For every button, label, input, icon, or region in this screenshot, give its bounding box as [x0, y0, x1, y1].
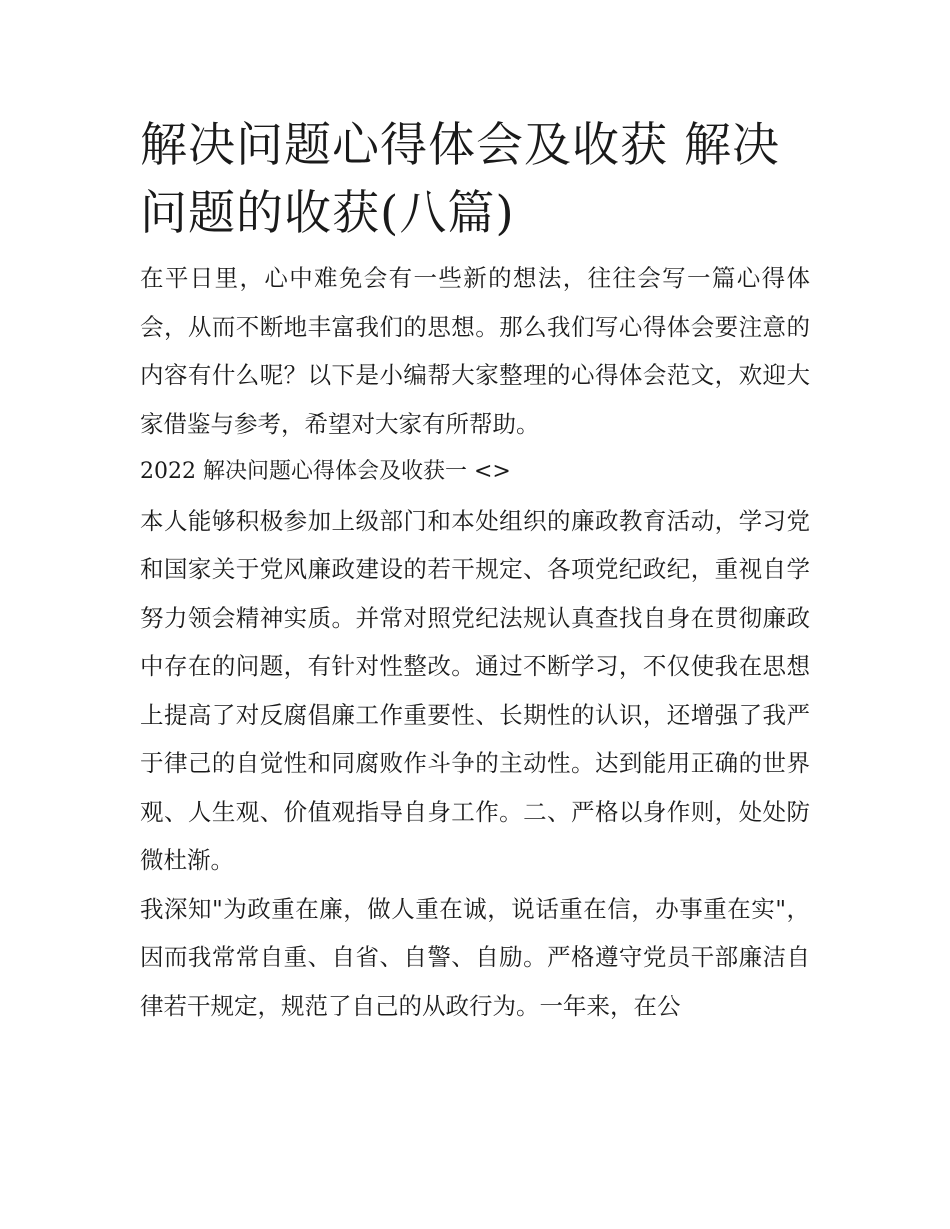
- body-paragraph-2: 我深知"为政重在廉，做人重在诚，说话重在信，办事重在实"，因而我常常自重、自省、自警、自励。严格遵守党员干部廉洁自律若干规定，规范了自己的从政行为。一年来，在公: [140, 894, 810, 1020]
- document-body: [140, 112, 810, 1030]
- document-title: 解决问题心得体会及收获 解决问题的收获(八篇): [140, 118, 780, 241]
- section-heading: 2022 解决问题心得体会及收获一 <>: [140, 459, 511, 484]
- body-paragraph-1: 本人能够积极参加上级部门和本处组织的廉政教育活动，学习党和国家关于党风廉政建设的若干规定、各项党纪政纪，重视自学努力领会精神实质。并常对照党纪法规认真查找自身在贯彻廉政中存在的问题，有针对性整改。通过不断学习，不仅使我在思想上提高了对反腐倡廉工作重要性、长期性的认识，还增强了我严于律己的自觉性和同腐败作斗争的主动性。达到能用正确的世界观、人生观、价值观指导自身工作。二、严格以身作则，处处防微杜渐。: [140, 506, 810, 874]
- intro-paragraph: 在平日里，心中难免会有一些新的想法，往往会写一篇心得体会，从而不断地丰富我们的思想。那么我们写心得体会要注意的内容有什么呢？以下是小编帮大家整理的心得体会范文，欢迎大家借鉴与参考，希望对大家有所帮助。: [140, 264, 810, 438]
